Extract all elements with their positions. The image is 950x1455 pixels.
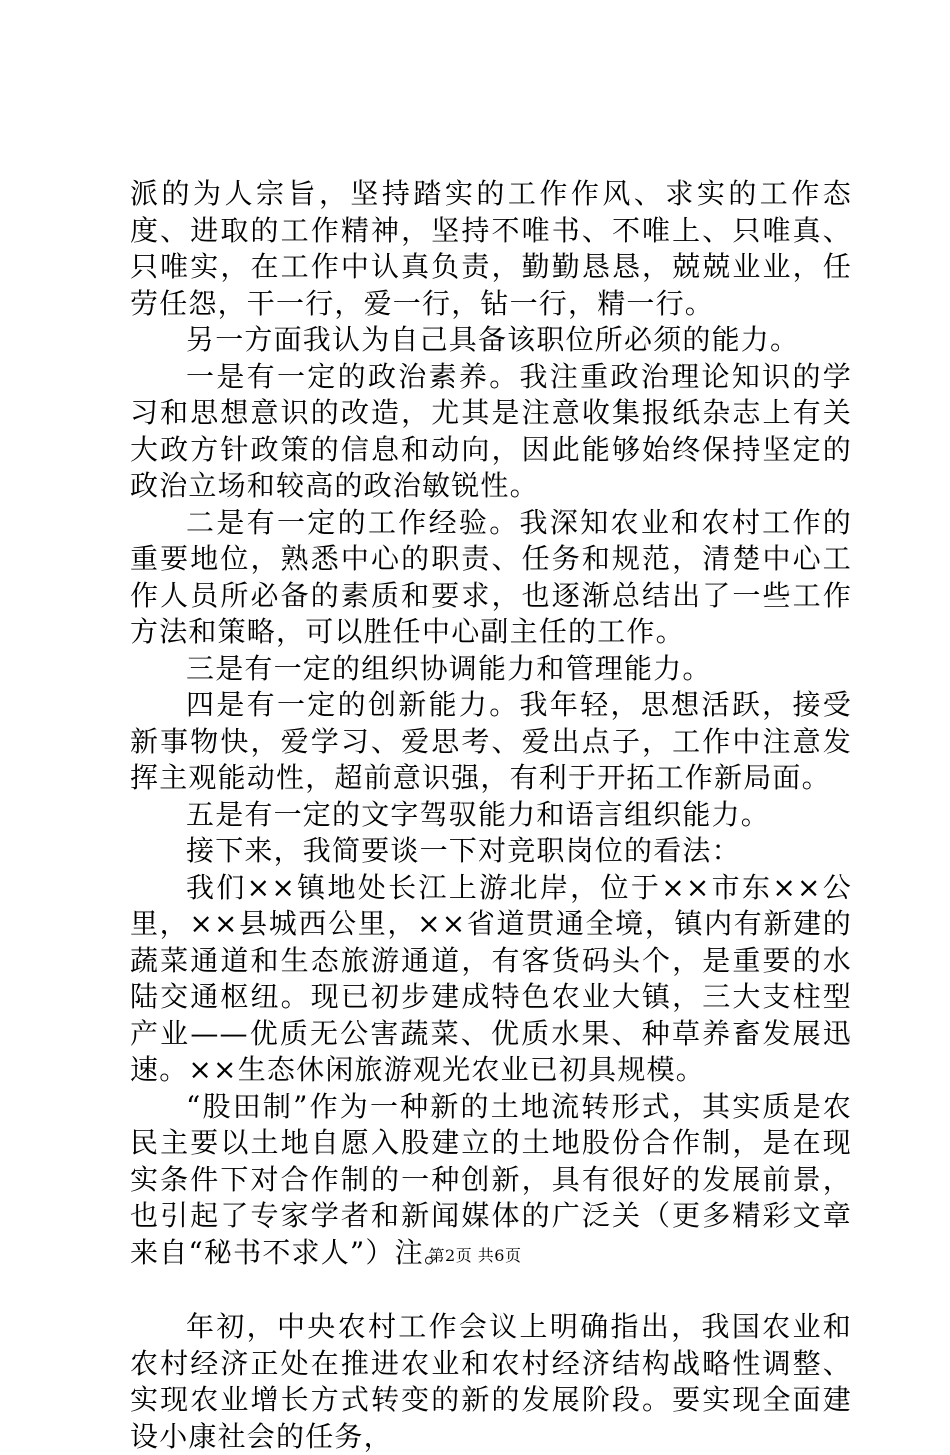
paragraph-4: 二是有一定的工作经验。我深知农业和农村工作的重要地位，熟悉中心的职责、任务和规范，清楚中心工作人员所必备的素质和要求，也逐渐总结出了一些工作方法和策略，可以胜任中心副主任的工作。 <box>130 505 852 648</box>
paragraph-5: 三是有一定的组织协调能力和管理能力。 <box>186 651 712 685</box>
paragraph-6: 四是有一定的创新能力。我年轻，思想活跃，接受新事物快，爱学习、爱思考、爱出点子，工作中注意发挥主观能动性，超前意识强，有利于开拓工作新局面。 <box>130 688 852 794</box>
page-footer: 第2页 共6页 <box>428 1246 522 1265</box>
paragraph-3: 一是有一定的政治素养。我注重政治理论知识的学习和思想意识的改造，尤其是注意收集报纸杂志上有关大政方针政策的信息和动向，因此能够始终保持坚定的政治立场和较高的政治敏锐性。 <box>130 359 852 502</box>
paragraph-11: 年初，中央农村工作会议上明确指出，我国农业和农村经济正处在推进农业和农村经济结构战略性调整、实现农业增长方式转变的新的发展阶段。要实现全面建设小康社会的任务， <box>130 1310 852 1453</box>
paragraph-9: 我们××镇地处长江上游北岸，位于××市东××公里，××县城西公里，××省道贯通全境，镇内有新建的蔬菜通道和生态旅游通道，有客货码头个，是重要的水陆交通枢纽。现已初步建成特色农业大镇，三大支柱型产业——优质无公害蔬菜、优质水果、种草养畜发展迅速。××生态休闲旅游观光农业已初具规模。 <box>130 870 852 1086</box>
paragraph-8: 接下来，我简要谈一下对竞职岗位的看法： <box>186 834 741 867</box>
paragraph-10: “股田制”作为一种新的土地流转形式，其实质是农民主要以土地自愿入股建立的土地股份合作制，是在现实条件下对合作制的一种创新，具有很好的发展前景，也引起了专家学者和新闻媒体的广泛关（更多精彩文章来自“秘书不求人”）注。 <box>130 1089 852 1269</box>
paragraph-1: 派的为人宗旨，坚持踏实的工作作风、求实的工作态度、进取的工作精神，坚持不唯书、不唯上、只唯真、只唯实，在工作中认真负责，勤勤恳恳，兢兢业业，任劳任怨，干一行，爱一行，钻一行，精一行。 <box>130 177 852 320</box>
paragraph-2: 另一方面我认为自己具备该职位所必须的能力。 <box>186 323 800 356</box>
paragraph-7: 五是有一定的文字驾驭能力和语言组织能力。 <box>186 797 771 831</box>
paragraph-gap <box>130 1271 852 1309</box>
